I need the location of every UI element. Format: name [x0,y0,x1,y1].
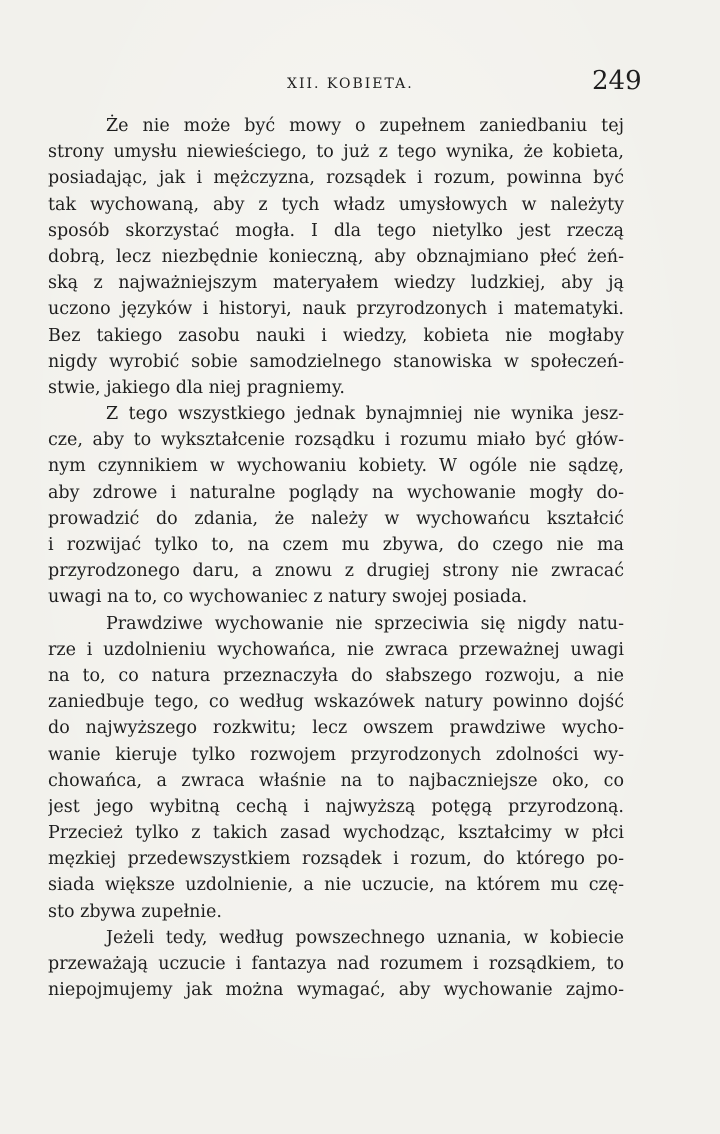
text-line: uwagi na to, co wychowaniec z natury swojej posiada. [48,587,528,608]
text-line: jest jego wybitną cechą i najwyższą potęgą przyrodzoną. [48,796,624,817]
text-line: przeważają uczucie i fantazya nad rozumem i rozsądkiem, to [48,954,624,974]
text-line: stwie, jakiego dla niej pragniemy. [48,377,345,398]
text-line: sto zbywa zupełnie. [48,901,222,922]
text-line: wanie kieruje tylko rozwojem przyrodzonych zdolności wy- [48,744,624,765]
text-line: siada większe uzdolnienie, a nie uczucie, na którem mu czę- [48,875,624,896]
text-line: tak wychowaną, aby z tych władz umysłowych w należyty [48,194,624,215]
text-line: Jeżeli tedy, według powszechnego uznania, w kobiecie [106,927,624,948]
running-header [0,66,720,100]
text-line: męzkiej przedewszystkiem rozsądek i rozum, do którego po- [48,849,624,870]
text-line: prowadzić do zdania, że należy w wychowańcu kształcić [48,508,624,529]
text-line: rze i uzdolnieniu wychowańca, nie zwraca przeważnej uwagi [48,639,624,660]
text-line: Bez takiego zasobu nauki i wiedzy, kobieta nie mogłaby [48,325,624,346]
text-line: dobrą, lecz niezbędnie konieczną, aby obznajmiano płeć żeń- [48,246,624,267]
body-text [48,113,624,1003]
text-line: posiadając, jak i mężczyzna, rozsądek i rozum, powinna być [48,168,624,189]
text-line: cze, aby to wykształcenie rozsądku i rozumu miało być głów- [48,430,624,451]
text-line: aby zdrowe i naturalne poglądy na wychowanie mogły do- [48,482,624,503]
text-line: Prawdziwe wychowanie nie sprzeciwia się nigdy natu- [106,613,624,634]
text-line: strony umysłu niewieściego, to już z tego wynika, że kobieta, [48,142,624,163]
text-line: Że nie może być mowy o zupełnem zaniedbaniu tej [106,116,624,136]
chapter-title: XII. KOBIETA. [287,76,414,92]
text-line: Przecież tylko z takich zasad wychodząc, kształcimy w płci [48,823,624,844]
text-line: do najwyższego rozkwitu; lecz owszem prawdziwe wycho- [48,718,624,739]
page-number: 249 [592,66,642,96]
text-line: nigdy wyrobić sobie samodzielnego stanowiska w społeczeń- [48,351,624,372]
text-line: ską z najważniejszym materyałem wiedzy ludzkiej, aby ją [48,273,624,294]
text-line: uczono języków i historyi, nauk przyrodzonych i matematyki. [48,299,624,320]
text-line: na to, co natura przeznaczyła do słabszego rozwoju, a nie [48,665,624,686]
text-line: przyrodzonego daru, a znowu z drugiej strony nie zwracać [48,561,624,582]
text-line: zaniedbuje tego, co według wskazówek natury powinno dojść [48,692,624,713]
text-line: i rozwijać tylko to, na czem mu zbywa, do czego nie ma [48,535,624,555]
text-line: niepojmujemy jak można wymagać, aby wychowanie zajmo- [48,980,624,1001]
text-line: Z tego wszystkiego jednak bynajmniej nie wynika jesz- [106,404,624,425]
text-line: nym czynnikiem w wychowaniu kobiety. W ogóle nie sądzę, [48,456,624,477]
text-line: sposób skorzystać mogła. I dla tego nietylko jest rzeczą [48,220,624,241]
text-line: chowańca, a zwraca właśnie na to najbaczniejsze oko, co [48,770,624,791]
